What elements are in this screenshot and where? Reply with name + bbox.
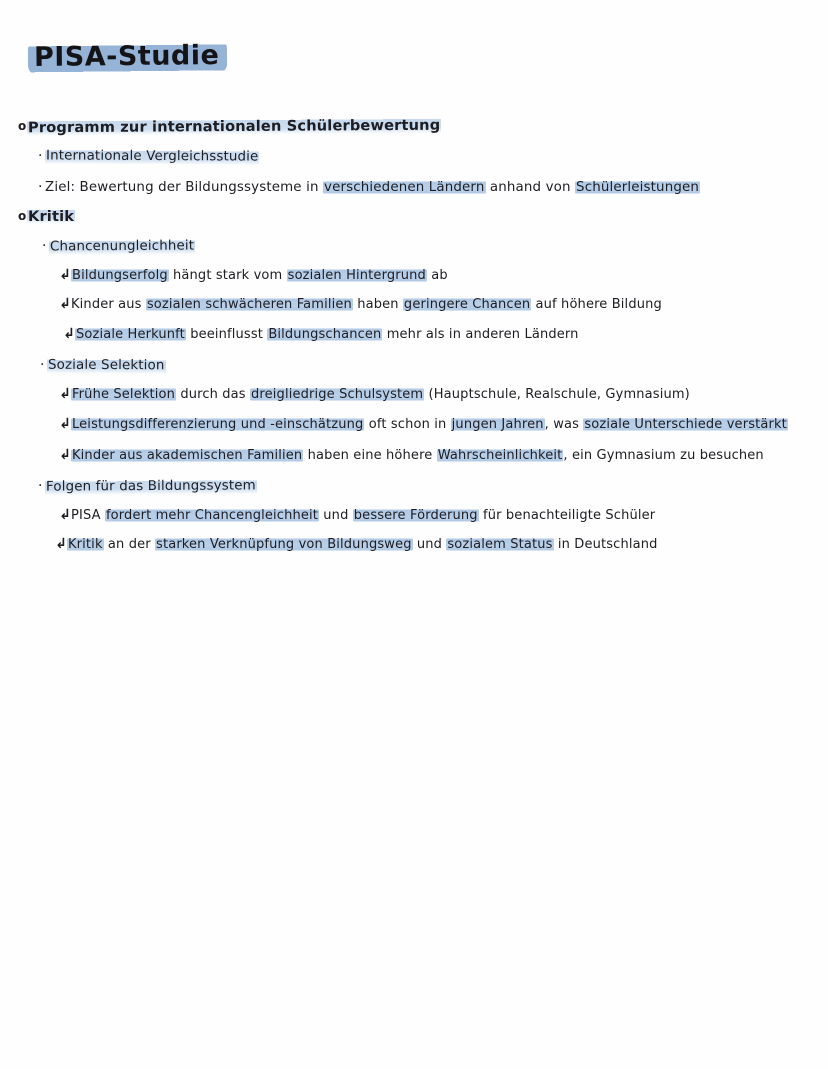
bildungserfolg-text-d: ab xyxy=(426,268,448,283)
kritik-verknuepfung-text-e: sozialem Status xyxy=(447,537,553,552)
bullet-kritik xyxy=(18,208,75,226)
kinder-akademisch-text-a: Kinder aus akademischen Familien xyxy=(72,448,303,463)
bildungserfolg-text-a: Bildungserfolg xyxy=(72,268,168,283)
bullet-pisa-fordert xyxy=(56,507,655,525)
pisa-fordert-text-b: fordert mehr Chancengleichheit xyxy=(105,508,319,523)
arrow-sub-icon: ↳ xyxy=(59,267,71,283)
pisa-fordert-text-a: PISA xyxy=(71,508,105,523)
kritik-verknuepfung-text-f: in Deutschland xyxy=(553,537,658,552)
bildungserfolg-text-b: hängt stark vom xyxy=(168,268,287,283)
leistungsdiff-text-d: , was xyxy=(544,417,584,432)
bullet-chancenungleichheit-text: Chancenungleichheit xyxy=(49,238,195,255)
soziale-herkunft-text-a: Soziale Herkunft xyxy=(76,327,185,342)
bullet-programm-text: Programm zur internationalen Schülerbewertung xyxy=(27,116,441,137)
arrow-sub-icon: ↳ xyxy=(59,507,71,523)
ziel-text-b: verschiedenen Ländern xyxy=(324,180,485,195)
kinder-akademisch-text-b: haben eine höhere xyxy=(303,448,437,463)
page-title-text: PISA-Studie xyxy=(28,39,228,75)
leistungsdiff-text-a: Leistungsdifferenzierung und -einschätzung xyxy=(72,417,364,432)
bullet-folgen-text: Folgen für das Bildungssystem xyxy=(45,478,256,495)
bullet-leistungsdifferenzierung xyxy=(56,416,788,434)
bullet-circle-icon: o xyxy=(18,119,27,133)
bullet-dot-icon: · xyxy=(40,357,45,373)
bullet-bildungserfolg xyxy=(56,267,448,285)
kinder-sozial-text-a: Kinder aus xyxy=(71,297,146,312)
bullet-circle-icon: o xyxy=(18,209,27,223)
arrow-sub-icon: ↳ xyxy=(59,296,71,312)
soziale-herkunft-text-c: Bildungschancen xyxy=(268,327,382,342)
bullet-soziale-selektion xyxy=(40,357,166,375)
leistungsdiff-text-e: soziale Unterschiede verstärkt xyxy=(584,417,787,432)
arrow-sub-icon: ↳ xyxy=(59,416,71,432)
soziale-herkunft-text-b: beeinflusst xyxy=(185,327,268,342)
bullet-chancenungleichheit xyxy=(42,238,195,256)
bullet-kritik-verknuepfung xyxy=(52,536,658,554)
arrow-sub-icon: ↳ xyxy=(59,386,71,402)
kinder-sozial-text-d: geringere Chancen xyxy=(403,297,531,312)
bullet-dot-icon: · xyxy=(38,478,43,494)
arrow-sub-icon: ↳ xyxy=(63,326,75,342)
kinder-sozial-text-c: haben xyxy=(352,297,403,312)
kinder-akademisch-text-d: , ein Gymnasium zu besuchen xyxy=(563,448,764,463)
bullet-programm xyxy=(18,118,441,136)
arrow-sub-icon: ↳ xyxy=(59,447,71,463)
pisa-fordert-text-c: und xyxy=(319,508,353,523)
bullet-vergleichsstudie xyxy=(38,148,259,166)
ziel-text-d: Schülerleistungen xyxy=(576,180,700,195)
leistungsdiff-text-b: oft schon in xyxy=(364,417,451,432)
bullet-folgen xyxy=(38,478,257,496)
kritik-verknuepfung-text-d: und xyxy=(412,537,447,552)
soziale-herkunft-text-d: mehr als in anderen Ländern xyxy=(382,327,579,342)
ziel-text-c: anhand von xyxy=(485,180,576,195)
ziel-text-a: Ziel: Bewertung der Bildungssysteme in xyxy=(45,180,324,195)
kritik-verknuepfung-text-c: starken Verknüpfung von Bildungsweg xyxy=(156,537,412,552)
fruehe-selektion-text-d: (Hauptschule, Realschule, Gymnasium) xyxy=(424,387,690,402)
bullet-vergleichsstudie-text: Internationale Vergleichsstudie xyxy=(45,148,259,165)
bullet-kinder-sozial xyxy=(56,296,662,314)
bullet-dot-icon: · xyxy=(38,148,43,164)
pisa-fordert-text-d: bessere Förderung xyxy=(353,508,478,523)
bullet-soziale-herkunft xyxy=(60,326,579,344)
fruehe-selektion-text-a: Frühe Selektion xyxy=(72,387,176,402)
fruehe-selektion-text-b: durch das xyxy=(176,387,251,402)
bullet-dot-icon: · xyxy=(42,238,47,254)
leistungsdiff-text-c: jungen Jahren xyxy=(451,417,544,432)
kinder-sozial-text-e: auf höhere Bildung xyxy=(531,297,662,312)
arrow-sub-icon: ↳ xyxy=(55,536,67,552)
bullet-dot-icon: · xyxy=(38,179,43,195)
bullet-ziel xyxy=(38,179,700,197)
kritik-verknuepfung-text-a: Kritik xyxy=(68,537,103,552)
page-title xyxy=(28,40,227,74)
kritik-verknuepfung-text-b: an der xyxy=(103,537,156,552)
pisa-fordert-text-e: für benachteiligte Schüler xyxy=(478,508,656,523)
bullet-kritik-text: Kritik xyxy=(28,208,75,225)
fruehe-selektion-text-c: dreigliedrige Schulsystem xyxy=(251,387,424,402)
bullet-kinder-akademisch xyxy=(56,447,764,465)
bullet-soziale-selektion-text: Soziale Selektion xyxy=(47,357,165,374)
bullet-fruehe-selektion xyxy=(56,386,690,404)
kinder-sozial-text-b: sozialen schwächeren Familien xyxy=(146,297,352,312)
bildungserfolg-text-c: sozialen Hintergrund xyxy=(287,268,426,283)
kinder-akademisch-text-c: Wahrscheinlichkeit xyxy=(437,448,563,463)
